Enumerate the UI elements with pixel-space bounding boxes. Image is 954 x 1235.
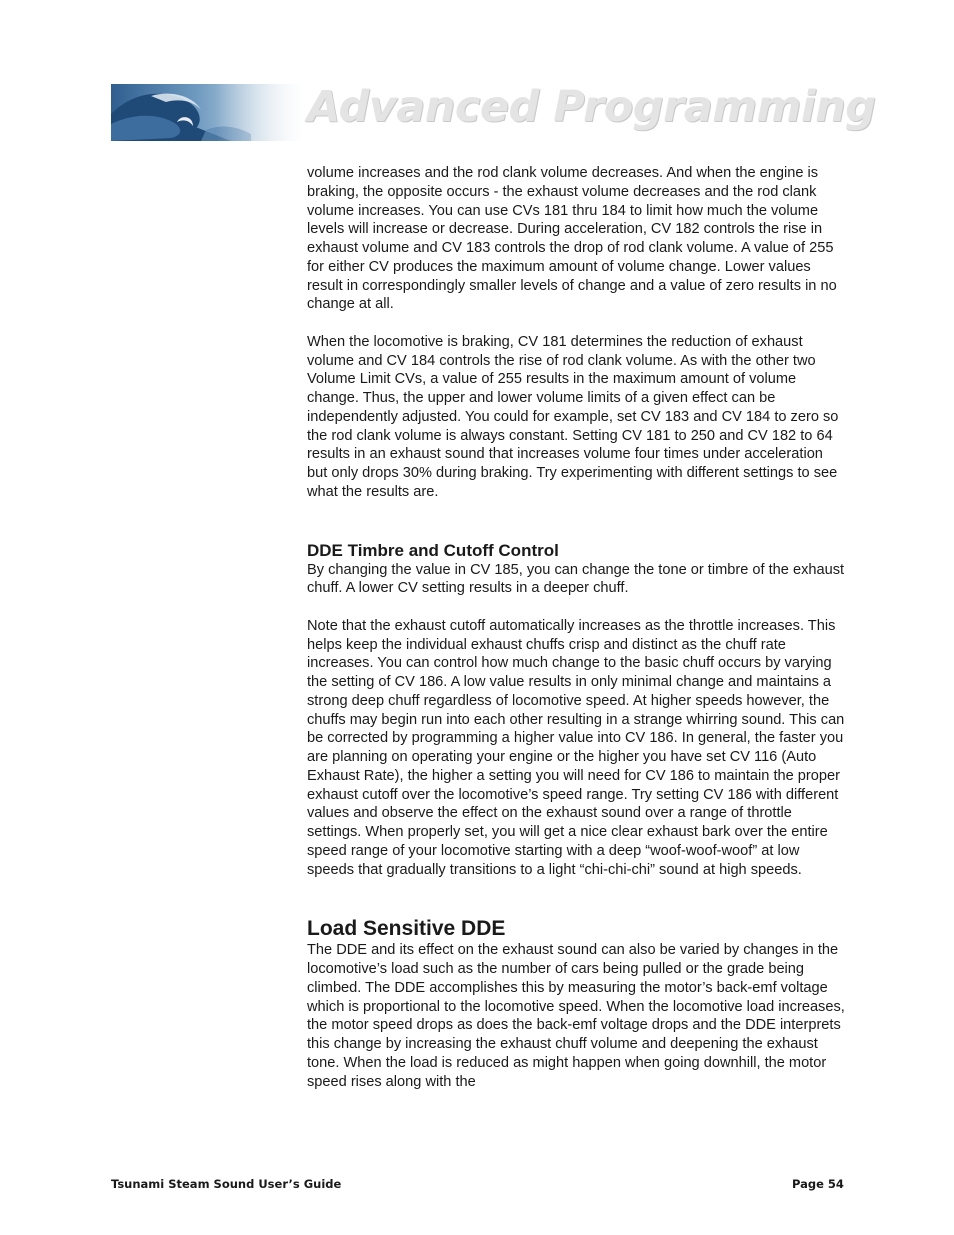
load-sensitive-heading: Load Sensitive DDE	[307, 917, 506, 941]
footer-page-number: Page 54	[792, 1177, 844, 1191]
page-content	[307, 164, 845, 1091]
intro-paragraph-1: volume increases and the rod clank volume decreases. And when the engine is braking, the opposite occurs - the exhaust volume decreases and the rod clank volume increases. You can use CVs 181 thru 184 to limit how much the volume levels will increase or decrease. During acceleration, CV 182 controls the rise in exhaust volume and CV 183 controls the drop of rod clank volume. A value of 255 for either CV produces the maximum amount of volume change. Lower values result in correspondingly smaller levels of change and a value of zero results in no change at all.	[307, 165, 837, 313]
intro-paragraph-2: When the locomotive is braking, CV 181 determines the reduction of exhaust volume and CV 184 controls the rise of rod clank volume. As with the other two Volume Limit CVs, a value of 255 results in the maximum amount of volume change. Thus, the upper and lower volume limits of a given effect can be independently adjusted. You could for example, set CV 183 and CV 184 to zero so the rod clank volume is always constant. Setting CV 181 to 250 and CV 182 to 64 results in an exhaust sound that increases volume four times under acceleration but only drops 30% during braking. Try experimenting with different settings to see what the results are.	[307, 333, 839, 500]
dde-timbre-heading: DDE Timbre and Cutoff Control	[307, 540, 559, 560]
dde-timbre-paragraph-1: By changing the value in CV 185, you can change the tone or timbre of the exhaust chuff. A lower CV setting results in a deeper chuff.	[307, 561, 845, 597]
dde-timbre-paragraph-2: Note that the exhaust cutoff automatically increases as the throttle increases. This helps keep the individual exhaust chuffs crisp and distinct as the chuff rate increases. You can control how much change to the basic chuff occurs by varying the setting of CV 186. A low value results in only minimal change and maintains a strong deep chuff regardless of locomotive speed. At higher speeds however, the chuffs may begin run into each other resulting in a strange whirring sound. This can be corrected by programming a higher value into CV 186. In general, the faster you are planning on operating your engine or the higher you have set CV 116 (Auto Exhaust Rate), the higher a setting you will need for CV 186 to maintain the proper exhaust cutoff over the locomotive’s speed range. Try setting CV 186 with different values and observe the effect on the exhaust sound over a range of throttle settings. When properly set, you will get a nice clear exhaust bark over the entire speed range of your locomotive starting with a deep “woof-woof-woof” at low speeds that gradually transitions to a light “chi-chi-chi” sound at high speeds.	[307, 617, 845, 878]
footer-guide-title: Tsunami Steam Sound User’s Guide	[111, 1177, 342, 1191]
ocean-wave-icon	[111, 84, 302, 141]
page-title: Advanced Programming	[307, 82, 876, 132]
load-sensitive-paragraph-1: The DDE and its effect on the exhaust sound can also be varied by changes in the locomotive’s load such as the number of cars being pulled or the grade being climbed. The DDE accomplishes this by measuring the motor’s back-emf voltage which is proportional to the locomotive speed. When the locomotive load increases, the motor speed drops as does the back-emf voltage drops and the DDE interprets this change by increasing the exhaust chuff volume and deepening the exhaust tone. When the load is reduced as might happen when going downhill, the motor speed rises along with the	[307, 942, 845, 1090]
